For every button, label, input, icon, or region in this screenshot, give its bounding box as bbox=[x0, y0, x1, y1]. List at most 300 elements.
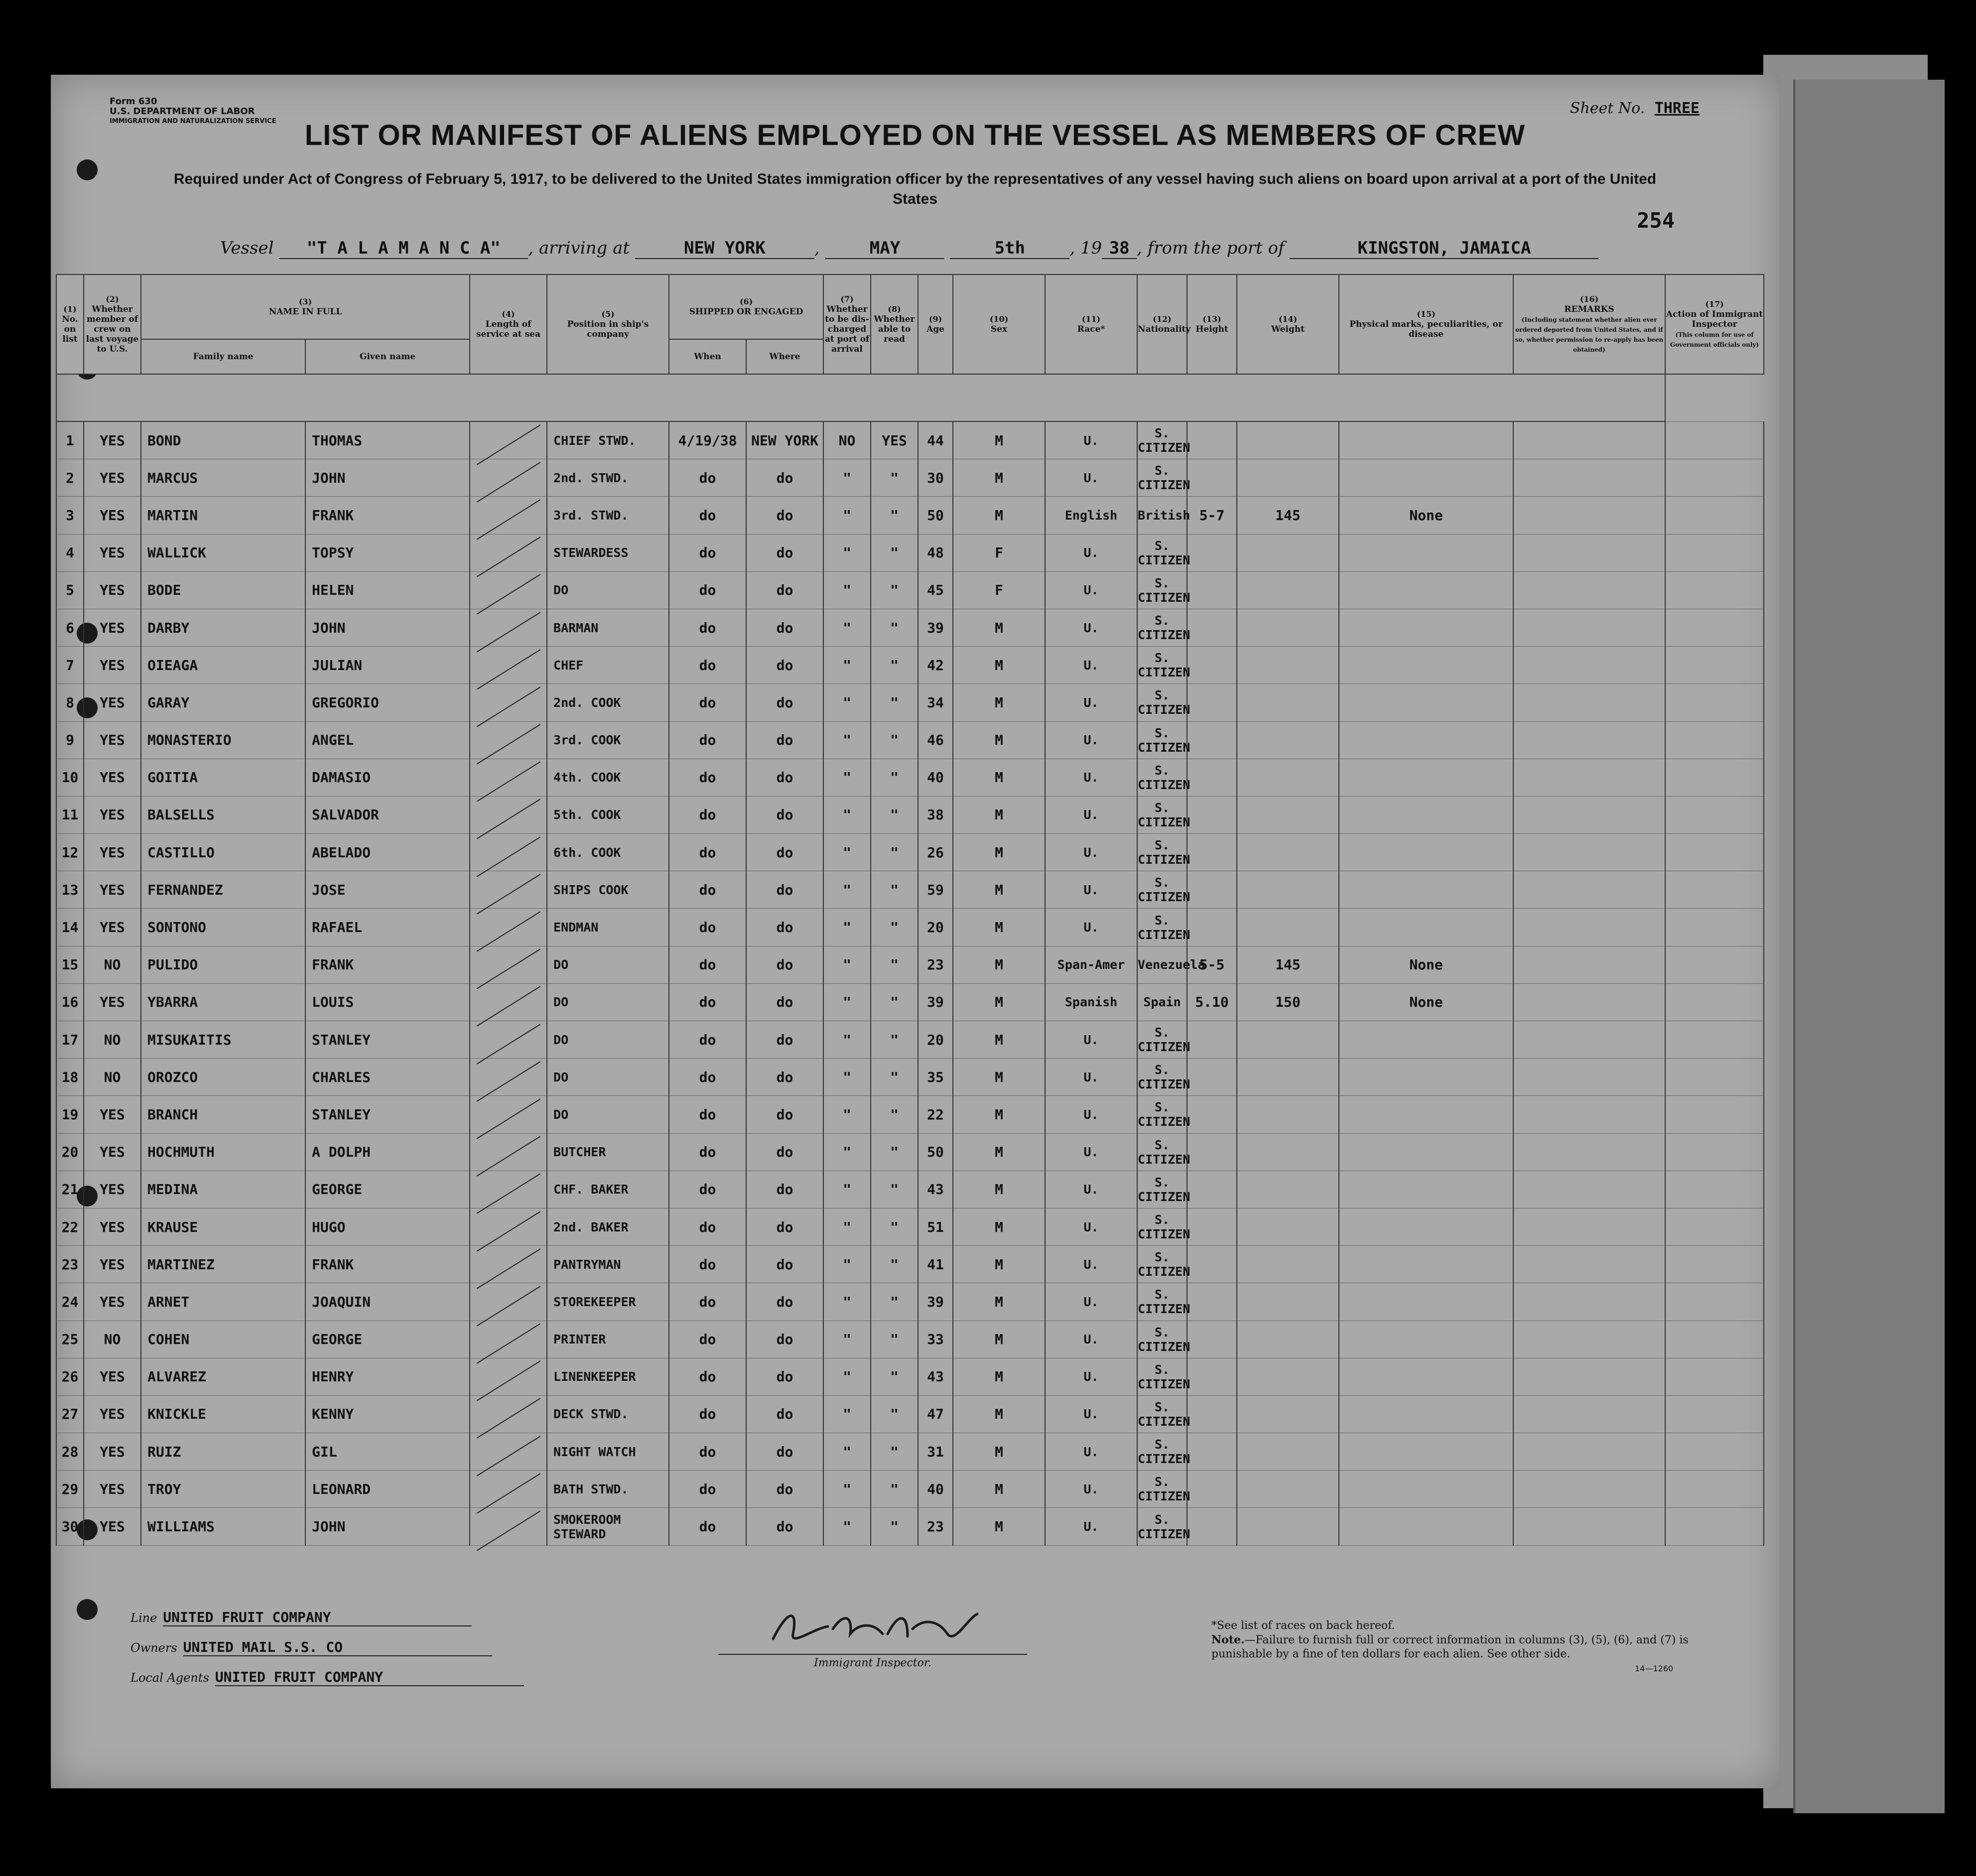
cell-race: U. bbox=[1045, 609, 1137, 646]
cell-dis: " bbox=[823, 1021, 871, 1059]
cell-height bbox=[1187, 1283, 1237, 1321]
cell-where: do bbox=[746, 871, 823, 909]
cell-sex: F bbox=[953, 534, 1045, 571]
cell-nat: S. CITIZEN bbox=[1137, 459, 1187, 497]
cell-position: SMOKEROOM STEWARD bbox=[547, 1508, 669, 1545]
remarks-cell bbox=[1513, 1283, 1665, 1321]
cell-weight bbox=[1237, 1171, 1339, 1208]
cell-nat: S. CITIZEN bbox=[1137, 421, 1187, 459]
cell-age: 30 bbox=[918, 459, 953, 497]
cell-no: 7 bbox=[56, 647, 84, 684]
cell-weight bbox=[1237, 1508, 1339, 1545]
cell-weight bbox=[1237, 534, 1339, 571]
service-length-cell bbox=[470, 1508, 547, 1545]
cell-dis: " bbox=[823, 1208, 871, 1245]
service-length-cell bbox=[470, 834, 547, 871]
table-row bbox=[56, 871, 1764, 909]
cell-sex: M bbox=[953, 1395, 1045, 1433]
cell-family: COHEN bbox=[141, 1321, 305, 1358]
cell-race: Spanish bbox=[1045, 983, 1137, 1021]
cell-sex: M bbox=[953, 1133, 1045, 1171]
cell-position: BARMAN bbox=[547, 609, 669, 646]
cell-height bbox=[1187, 1433, 1237, 1471]
cell-race: Span-Amer bbox=[1045, 946, 1137, 983]
remarks-cell bbox=[1513, 1508, 1665, 1545]
inspector-action-cell bbox=[1665, 609, 1764, 646]
cell-when: do bbox=[669, 1283, 746, 1321]
cell-last: YES bbox=[84, 684, 141, 721]
cell-when: do bbox=[669, 1471, 746, 1508]
cell-position: BUTCHER bbox=[547, 1133, 669, 1171]
cell-when: do bbox=[669, 796, 746, 833]
cell-read: " bbox=[871, 721, 918, 759]
cell-position: PANTRYMAN bbox=[547, 1246, 669, 1283]
cell-sex: M bbox=[953, 1358, 1045, 1395]
table-row bbox=[56, 1246, 1764, 1283]
cell-weight bbox=[1237, 796, 1339, 833]
cell-weight bbox=[1237, 459, 1339, 497]
cell-nat: S. CITIZEN bbox=[1137, 609, 1187, 646]
cell-no: 25 bbox=[56, 1321, 84, 1358]
cell-where: do bbox=[746, 1133, 823, 1171]
cell-sex: M bbox=[953, 1246, 1045, 1283]
service-name: IMMIGRATION AND NATURALIZATION SERVICE bbox=[110, 118, 276, 125]
cell-marks bbox=[1339, 1321, 1513, 1358]
cell-sex: F bbox=[953, 571, 1045, 609]
remarks-cell bbox=[1513, 1171, 1665, 1208]
cell-nat: Venezuela bbox=[1137, 946, 1187, 983]
cell-when: 4/19/38 bbox=[669, 421, 746, 459]
cell-marks bbox=[1339, 909, 1513, 946]
cell-nat: S. CITIZEN bbox=[1137, 534, 1187, 571]
table-row bbox=[56, 534, 1764, 571]
cell-when: do bbox=[669, 1208, 746, 1245]
cell-marks bbox=[1339, 534, 1513, 571]
cell-race: U. bbox=[1045, 1059, 1137, 1096]
cell-family: HOCHMUTH bbox=[141, 1133, 305, 1171]
cell-dis: " bbox=[823, 1096, 871, 1133]
cell-when: do bbox=[669, 1133, 746, 1171]
cell-position: 3rd. STWD. bbox=[547, 497, 669, 534]
cell-race: U. bbox=[1045, 534, 1137, 571]
inspector-action-cell bbox=[1665, 946, 1764, 983]
cell-when: do bbox=[669, 647, 746, 684]
service-length-cell bbox=[470, 497, 547, 534]
cell-height: 5-7 bbox=[1187, 497, 1237, 534]
cell-when: do bbox=[669, 1321, 746, 1358]
cell-no: 22 bbox=[56, 1208, 84, 1245]
agents-field bbox=[131, 1669, 524, 1686]
inspector-action-cell bbox=[1665, 1208, 1764, 1245]
cell-weight bbox=[1237, 1133, 1339, 1171]
arrival-port: NEW YORK bbox=[635, 238, 814, 259]
service-length-cell bbox=[470, 684, 547, 721]
cell-nat: S. CITIZEN bbox=[1137, 571, 1187, 609]
service-length-cell bbox=[470, 534, 547, 571]
agents-label: Local Agents bbox=[131, 1671, 209, 1685]
arrival-day: 5th bbox=[950, 238, 1069, 259]
cell-given: HENRY bbox=[305, 1358, 470, 1395]
cell-sex: M bbox=[953, 1471, 1045, 1508]
remarks-cell bbox=[1513, 1358, 1665, 1395]
cell-family: KNICKLE bbox=[141, 1395, 305, 1433]
cell-where: do bbox=[746, 1246, 823, 1283]
races-note: *See list of races on back hereof. bbox=[1211, 1619, 1395, 1632]
cell-when: do bbox=[669, 1358, 746, 1395]
cell-sex: M bbox=[953, 909, 1045, 946]
cell-family: MISUKAITIS bbox=[141, 1021, 305, 1059]
cell-dis: " bbox=[823, 759, 871, 796]
remarks-cell bbox=[1513, 571, 1665, 609]
cell-when: do bbox=[669, 1096, 746, 1133]
cell-height bbox=[1187, 796, 1237, 833]
cell-race: U. bbox=[1045, 1508, 1137, 1545]
remarks-cell bbox=[1513, 421, 1665, 459]
cell-dis: " bbox=[823, 871, 871, 909]
remarks-cell bbox=[1513, 609, 1665, 646]
cell-family: WALLICK bbox=[141, 534, 305, 571]
table-row bbox=[56, 983, 1764, 1021]
service-length-cell bbox=[470, 1471, 547, 1508]
cell-height bbox=[1187, 1059, 1237, 1096]
cell-no: 16 bbox=[56, 983, 84, 1021]
cell-where: do bbox=[746, 1433, 823, 1471]
header-remarks: (16) REMARKS (Including statement whether alien ever ordered deported from United States, and if so, whether permission to re-apply has been obtained) bbox=[1513, 274, 1665, 374]
inspector-action-cell bbox=[1665, 1021, 1764, 1059]
cell-sex: M bbox=[953, 834, 1045, 871]
cell-weight bbox=[1237, 684, 1339, 721]
inspector-action-cell bbox=[1665, 1246, 1764, 1283]
cell-sex: M bbox=[953, 1059, 1045, 1096]
cell-when: do bbox=[669, 909, 746, 946]
service-length-cell bbox=[470, 871, 547, 909]
cell-last: YES bbox=[84, 1096, 141, 1133]
cell-marks bbox=[1339, 421, 1513, 459]
cell-where: do bbox=[746, 759, 823, 796]
cell-age: 41 bbox=[918, 1246, 953, 1283]
remarks-cell bbox=[1513, 983, 1665, 1021]
cell-where: do bbox=[746, 834, 823, 871]
table-row bbox=[56, 759, 1764, 796]
table-row bbox=[56, 497, 1764, 534]
cell-age: 39 bbox=[918, 1283, 953, 1321]
cell-family: ARNET bbox=[141, 1283, 305, 1321]
remarks-cell bbox=[1513, 1133, 1665, 1171]
cell-nat: S. CITIZEN bbox=[1137, 1059, 1187, 1096]
inspector-action-cell bbox=[1665, 647, 1764, 684]
cell-where: do bbox=[746, 459, 823, 497]
table-row bbox=[56, 684, 1764, 721]
cell-given: HUGO bbox=[305, 1208, 470, 1245]
service-length-cell bbox=[470, 1096, 547, 1133]
cell-dis: " bbox=[823, 1133, 871, 1171]
cell-sex: M bbox=[953, 946, 1045, 983]
cell-family: RUIZ bbox=[141, 1433, 305, 1471]
cell-position: DO bbox=[547, 571, 669, 609]
cell-family: DARBY bbox=[141, 609, 305, 646]
owners-field bbox=[131, 1639, 492, 1656]
cell-height bbox=[1187, 1096, 1237, 1133]
cell-sex: M bbox=[953, 459, 1045, 497]
inspector-caption: Immigrant Inspector. bbox=[718, 1654, 1027, 1669]
cell-when: do bbox=[669, 497, 746, 534]
cell-no: 17 bbox=[56, 1021, 84, 1059]
cell-last: YES bbox=[84, 1133, 141, 1171]
cell-given: STANLEY bbox=[305, 1096, 470, 1133]
cell-family: SONTONO bbox=[141, 909, 305, 946]
header-inspector-action: (17) Action of Immigrant Inspector (This column for use of Government officials only) bbox=[1665, 274, 1764, 374]
cell-no: 14 bbox=[56, 909, 84, 946]
cell-given: JOSE bbox=[305, 871, 470, 909]
cell-last: YES bbox=[84, 796, 141, 833]
cell-weight: 150 bbox=[1237, 983, 1339, 1021]
header-age: (9) Age bbox=[918, 274, 953, 374]
cell-where: do bbox=[746, 497, 823, 534]
cell-last: YES bbox=[84, 1395, 141, 1433]
cell-when: do bbox=[669, 1171, 746, 1208]
service-length-cell bbox=[470, 721, 547, 759]
cell-height bbox=[1187, 1508, 1237, 1545]
cell-last: YES bbox=[84, 1171, 141, 1208]
cell-race: U. bbox=[1045, 647, 1137, 684]
cell-race: U. bbox=[1045, 1096, 1137, 1133]
cell-dis: " bbox=[823, 1283, 871, 1321]
crew-table bbox=[56, 274, 1764, 1546]
cell-marks bbox=[1339, 721, 1513, 759]
punch-hole bbox=[77, 159, 98, 180]
cell-nat: S. CITIZEN bbox=[1137, 721, 1187, 759]
cell-read: " bbox=[871, 796, 918, 833]
vessel-line: Vessel "T A L A M A N C A" , arriving at NEW YORK , MAY 5th , 19 38 , from the port of KINGSTON, JAMAICA bbox=[220, 238, 1598, 259]
cell-read: " bbox=[871, 1283, 918, 1321]
cell-last: YES bbox=[84, 609, 141, 646]
cell-nat: S. CITIZEN bbox=[1137, 909, 1187, 946]
remarks-cell bbox=[1513, 1021, 1665, 1059]
cell-where: do bbox=[746, 983, 823, 1021]
header-name: (3) NAME IN FULL bbox=[141, 274, 470, 339]
cell-nat: S. CITIZEN bbox=[1137, 834, 1187, 871]
header-position: (5) Position in ship's company bbox=[547, 274, 669, 374]
cell-dis: " bbox=[823, 1171, 871, 1208]
table-row bbox=[56, 1021, 1764, 1059]
service-length-cell bbox=[470, 796, 547, 833]
cell-given: HELEN bbox=[305, 571, 470, 609]
cell-when: do bbox=[669, 1508, 746, 1545]
remarks-cell bbox=[1513, 721, 1665, 759]
cell-age: 40 bbox=[918, 759, 953, 796]
cell-when: do bbox=[669, 571, 746, 609]
remarks-cell bbox=[1513, 946, 1665, 983]
table-row bbox=[56, 1096, 1764, 1133]
cell-position: CHEF bbox=[547, 647, 669, 684]
table-row bbox=[56, 909, 1764, 946]
remarks-cell bbox=[1513, 796, 1665, 833]
vessel-name: "T A L A M A N C A" bbox=[279, 238, 528, 259]
inspector-action-cell bbox=[1665, 1433, 1764, 1471]
cell-when: do bbox=[669, 1021, 746, 1059]
header-where: Where bbox=[746, 339, 823, 374]
cell-age: 51 bbox=[918, 1208, 953, 1245]
cell-dis: " bbox=[823, 571, 871, 609]
cell-last: YES bbox=[84, 421, 141, 459]
service-length-cell bbox=[470, 421, 547, 459]
header-physical-marks: (15) Physical marks, peculiarities, or disease bbox=[1339, 274, 1513, 374]
cell-position: 2nd. BAKER bbox=[547, 1208, 669, 1245]
cell-dis: " bbox=[823, 684, 871, 721]
cell-no: 19 bbox=[56, 1096, 84, 1133]
cell-marks: None bbox=[1339, 946, 1513, 983]
cell-when: do bbox=[669, 1246, 746, 1283]
cell-when: do bbox=[669, 534, 746, 571]
cell-weight bbox=[1237, 1433, 1339, 1471]
cell-last: YES bbox=[84, 534, 141, 571]
table-row bbox=[56, 1171, 1764, 1208]
cell-dis: " bbox=[823, 459, 871, 497]
cell-position: 2nd. COOK bbox=[547, 684, 669, 721]
inspector-action-cell bbox=[1665, 534, 1764, 571]
cell-race: U. bbox=[1045, 1358, 1137, 1395]
cell-nat: S. CITIZEN bbox=[1137, 1433, 1187, 1471]
cell-where: do bbox=[746, 946, 823, 983]
cell-marks: None bbox=[1339, 497, 1513, 534]
remarks-cell bbox=[1513, 1395, 1665, 1433]
footer bbox=[51, 1589, 1779, 1788]
header-discharged: (7) Whether to be dis-charged at port of arrival bbox=[823, 274, 871, 374]
cell-where: do bbox=[746, 1208, 823, 1245]
cell-read: " bbox=[871, 1133, 918, 1171]
cell-when: do bbox=[669, 684, 746, 721]
cell-age: 26 bbox=[918, 834, 953, 871]
cell-when: do bbox=[669, 721, 746, 759]
cell-given: LEONARD bbox=[305, 1471, 470, 1508]
cell-where: do bbox=[746, 609, 823, 646]
cell-where: do bbox=[746, 684, 823, 721]
remarks-cell bbox=[1513, 497, 1665, 534]
cell-age: 35 bbox=[918, 1059, 953, 1096]
cell-dis: " bbox=[823, 497, 871, 534]
cell-read: " bbox=[871, 759, 918, 796]
cell-race: U. bbox=[1045, 759, 1137, 796]
cell-position: DO bbox=[547, 1059, 669, 1096]
cell-position: BATH STWD. bbox=[547, 1471, 669, 1508]
cell-when: do bbox=[669, 459, 746, 497]
cell-dis: " bbox=[823, 796, 871, 833]
cell-nat: S. CITIZEN bbox=[1137, 1283, 1187, 1321]
back-sheet-2 bbox=[1793, 80, 1945, 1813]
cell-when: do bbox=[669, 834, 746, 871]
owners-label: Owners bbox=[131, 1641, 177, 1655]
cell-position: 5th. COOK bbox=[547, 796, 669, 833]
cell-given: SALVADOR bbox=[305, 796, 470, 833]
service-length-cell bbox=[470, 1171, 547, 1208]
cell-read: " bbox=[871, 684, 918, 721]
line-value: UNITED FRUIT COMPANY bbox=[163, 1609, 472, 1626]
remarks-cell bbox=[1513, 1321, 1665, 1358]
header-last-voyage: (2) Whether member of crew on last voyage to U.S. bbox=[84, 274, 141, 374]
sheet-number bbox=[1570, 100, 1700, 117]
cell-marks bbox=[1339, 1283, 1513, 1321]
cell-family: BRANCH bbox=[141, 1096, 305, 1133]
cell-height bbox=[1187, 871, 1237, 909]
cell-dis: NO bbox=[823, 421, 871, 459]
table-row bbox=[56, 1471, 1764, 1508]
cell-weight bbox=[1237, 1208, 1339, 1245]
cell-height bbox=[1187, 1471, 1237, 1508]
cell-last: YES bbox=[84, 909, 141, 946]
cell-sex: M bbox=[953, 1021, 1045, 1059]
table-row bbox=[56, 796, 1764, 833]
cell-age: 33 bbox=[918, 1321, 953, 1358]
cell-weight bbox=[1237, 571, 1339, 609]
cell-sex: M bbox=[953, 983, 1045, 1021]
inspector-action-cell bbox=[1665, 1283, 1764, 1321]
manifest-sheet bbox=[51, 75, 1779, 1788]
cell-last: YES bbox=[84, 1246, 141, 1283]
cell-sex: M bbox=[953, 759, 1045, 796]
inspector-action-cell bbox=[1665, 871, 1764, 909]
cell-nat: S. CITIZEN bbox=[1137, 1133, 1187, 1171]
cell-position: STEWARDESS bbox=[547, 534, 669, 571]
cell-height bbox=[1187, 534, 1237, 571]
cell-where: NEW YORK bbox=[746, 421, 823, 459]
cell-sex: M bbox=[953, 421, 1045, 459]
cell-age: 50 bbox=[918, 497, 953, 534]
remarks-cell bbox=[1513, 647, 1665, 684]
cell-family: MONASTERIO bbox=[141, 721, 305, 759]
cell-race: U. bbox=[1045, 1133, 1137, 1171]
cell-no: 12 bbox=[56, 834, 84, 871]
cell-race: U. bbox=[1045, 1208, 1137, 1245]
cell-marks bbox=[1339, 647, 1513, 684]
cell-marks bbox=[1339, 759, 1513, 796]
cell-family: BOND bbox=[141, 421, 305, 459]
note-text: —Failure to furnish full or correct information in columns (3), (5), (6), and (7) is punishable by a fine of ten dollars for each alien. See other side. bbox=[1211, 1634, 1689, 1660]
cell-position: 4th. COOK bbox=[547, 759, 669, 796]
cell-last: YES bbox=[84, 834, 141, 871]
cell-dis: " bbox=[823, 1395, 871, 1433]
cell-height bbox=[1187, 571, 1237, 609]
cell-given: JULIAN bbox=[305, 647, 470, 684]
cell-height bbox=[1187, 721, 1237, 759]
header-when: When bbox=[669, 339, 746, 374]
cell-nat: S. CITIZEN bbox=[1137, 1208, 1187, 1245]
line-field bbox=[131, 1609, 472, 1626]
inspector-action-cell bbox=[1665, 1508, 1764, 1545]
cell-last: YES bbox=[84, 1358, 141, 1395]
cell-family: OROZCO bbox=[141, 1059, 305, 1096]
cell-read: " bbox=[871, 609, 918, 646]
cell-sex: M bbox=[953, 1171, 1045, 1208]
department-name: U.S. DEPARTMENT OF LABOR bbox=[110, 106, 255, 117]
cell-where: do bbox=[746, 1171, 823, 1208]
cell-nat: S. CITIZEN bbox=[1137, 796, 1187, 833]
service-length-cell bbox=[470, 1133, 547, 1171]
cell-marks bbox=[1339, 1508, 1513, 1545]
cell-read: " bbox=[871, 1321, 918, 1358]
service-length-cell bbox=[470, 1395, 547, 1433]
remarks-cell bbox=[1513, 1433, 1665, 1471]
header-height: (13) Height bbox=[1187, 274, 1237, 374]
cell-no: 11 bbox=[56, 796, 84, 833]
cell-last: YES bbox=[84, 759, 141, 796]
cell-position: 6th. COOK bbox=[547, 834, 669, 871]
form-code: 14—1260 bbox=[1635, 1664, 1674, 1673]
header-given-name: Given name bbox=[305, 339, 470, 374]
cell-family: PULIDO bbox=[141, 946, 305, 983]
service-length-cell bbox=[470, 1246, 547, 1283]
cell-marks bbox=[1339, 1021, 1513, 1059]
cell-given: JOAQUIN bbox=[305, 1283, 470, 1321]
